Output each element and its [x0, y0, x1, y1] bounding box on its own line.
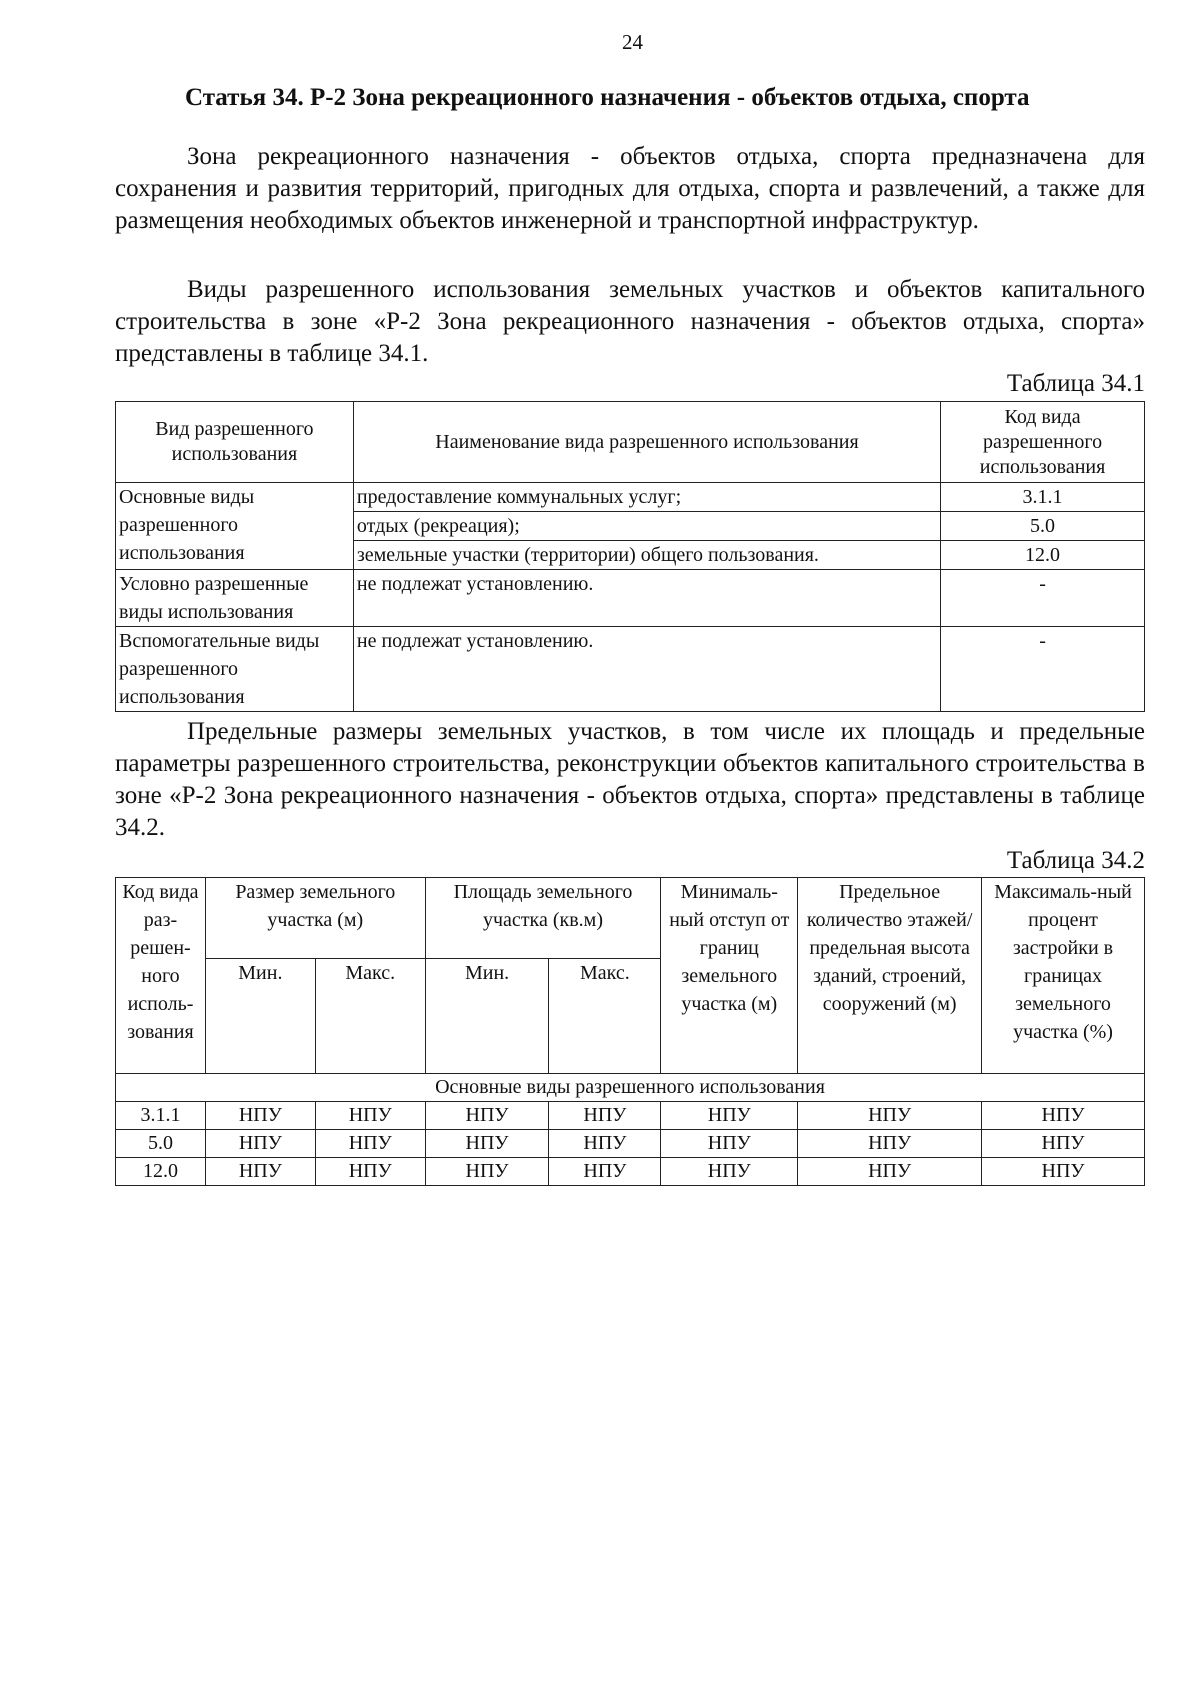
permitted-use-table	[115, 401, 1145, 712]
table2-cell: НПУ	[315, 1102, 425, 1130]
limit-parameters-table	[115, 877, 1145, 1186]
table1-main-code: 5.0	[941, 512, 1145, 541]
table-row	[116, 1158, 1145, 1186]
table2-header-area-min: Мин.	[425, 959, 549, 1074]
table2-header-min-offset: Минималь-ный отступ от границ земельного участка (м)	[661, 878, 798, 1074]
table2-code: 12.0	[116, 1158, 206, 1186]
table2-cell: НПУ	[425, 1102, 549, 1130]
table2-cell: НПУ	[315, 1130, 425, 1158]
table2-cell: НПУ	[205, 1102, 315, 1130]
table1-conditional-code: -	[941, 570, 1145, 627]
table1-group-conditional: Условно разрешенные виды использования	[116, 570, 354, 627]
table1-main-code: 3.1.1	[941, 483, 1145, 512]
table2-cell: НПУ	[661, 1158, 798, 1186]
table2-cell: НПУ	[661, 1102, 798, 1130]
table2-cell: НПУ	[549, 1102, 661, 1130]
table1-caption: Таблица 34.1	[1006, 370, 1145, 397]
table1-main-code: 12.0	[941, 541, 1145, 570]
table2-header-area: Площадь земельного участка (кв.м)	[425, 878, 661, 959]
table1-group-auxiliary: Вспомогательные виды разрешенного использования	[116, 627, 354, 712]
table-row	[116, 1130, 1145, 1158]
table2-header-code: Код вида раз-решен-ного исполь-зования	[116, 878, 206, 1074]
table2-cell: НПУ	[798, 1130, 982, 1158]
table2-header-area-max: Макс.	[549, 959, 661, 1074]
table2-cell: НПУ	[205, 1158, 315, 1186]
table1-main-name: земельные участки (территории) общего пользования.	[353, 541, 940, 570]
article-heading: Статья 34. Р-2 Зона рекреационного назначения - объектов отдыха, спорта	[185, 84, 1030, 111]
table2-cell: НПУ	[798, 1158, 982, 1186]
table1-header-use-type: Вид разрешенного использования	[116, 402, 354, 483]
table2-code: 5.0	[116, 1130, 206, 1158]
paragraph-table2-intro: Предельные размеры земельных участков, в том числе их площадь и предельные параметры разрешенного строительства, реконструкции объектов капитального строительства в зоне «Р-2 Зона рекреационного назначения - объектов отдыха, спорта» представлены в таблице 34.2.	[115, 718, 1145, 841]
table1-group-main: Основные виды разрешенного использования	[116, 483, 354, 570]
table2-cell: НПУ	[661, 1130, 798, 1158]
table2-header-size-min: Мин.	[205, 959, 315, 1074]
table1-conditional-name: не подлежат установлению.	[353, 570, 940, 627]
table2-cell: НПУ	[315, 1158, 425, 1186]
table1-auxiliary-code: -	[941, 627, 1145, 712]
table2-cell: НПУ	[425, 1130, 549, 1158]
table2-cell: НПУ	[549, 1158, 661, 1186]
table2-cell: НПУ	[425, 1158, 549, 1186]
table2-cell: НПУ	[798, 1102, 982, 1130]
table1-header-use-code: Код вида разрешенного использования	[941, 402, 1145, 483]
table2-cell: НПУ	[205, 1130, 315, 1158]
page-number: 24	[622, 30, 643, 54]
paragraph-zone-purpose: Зона рекреационного назначения - объектов отдыха, спорта предназначена для сохранения и развития территорий, пригодных для отдыха, спорта и развлечений, а также для размещения необходимых объектов инженерной и транспортной инфраструктур.	[115, 143, 1145, 234]
table2-caption: Таблица 34.2	[1006, 847, 1145, 874]
table2-header-size: Размер земельного участка (м)	[205, 878, 425, 959]
table1-auxiliary-name: не подлежат установлению.	[353, 627, 940, 712]
table1-main-name: отдых (рекреация);	[353, 512, 940, 541]
table2-cell: НПУ	[982, 1102, 1145, 1130]
table2-header-size-max: Макс.	[315, 959, 425, 1074]
table2-cell: НПУ	[982, 1158, 1145, 1186]
table1-main-name: предоставление коммунальных услуг;	[353, 483, 940, 512]
table-row	[116, 1102, 1145, 1130]
table2-header-floors: Предельное количество этажей/ предельная высота зданий, строений, сооружений (м)	[798, 878, 982, 1074]
table1-header-use-name: Наименование вида разрешенного использования	[353, 402, 940, 483]
table2-section-title: Основные виды разрешенного использования	[116, 1074, 1145, 1102]
paragraph-table1-intro: Виды разрешенного использования земельных участков и объектов капитального строительства в зоне «Р-2 Зона рекреационного назначения - объектов отдыха, спорта» представлены в таблице 34.1.	[115, 276, 1145, 367]
table2-cell: НПУ	[549, 1130, 661, 1158]
table2-cell: НПУ	[982, 1130, 1145, 1158]
table2-header-max-percent: Максималь-ный процент застройки в границах земельного участка (%)	[982, 878, 1145, 1074]
table2-code: 3.1.1	[116, 1102, 206, 1130]
